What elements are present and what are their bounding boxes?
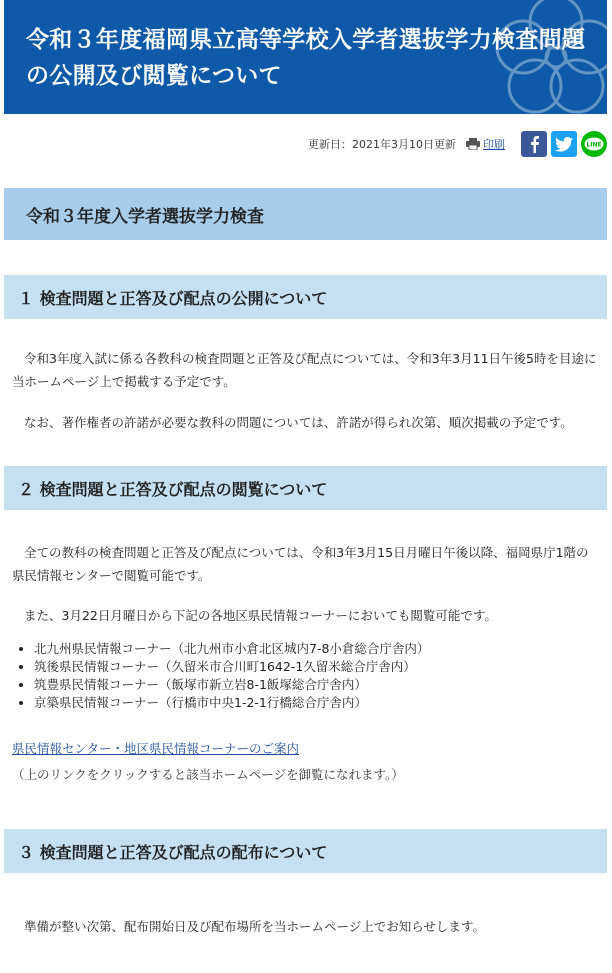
section-2-heading: ２ 検査問題と正答及び配点の閲覧について (4, 466, 607, 510)
facebook-share-button[interactable] (521, 131, 547, 157)
section-title: 令和３年度入学者選抜学力検査 (4, 188, 607, 240)
list-item: • 北九州県民情報コーナー（北九州市小倉北区城内7-8小倉総合庁舎内） (34, 640, 604, 658)
updated-date: 更新日：2021年3月10日更新 (308, 138, 456, 151)
line-share-button[interactable] (581, 131, 607, 157)
meta-bar (300, 128, 607, 160)
line-icon (584, 137, 604, 151)
section-1-paragraph-2: なお、著作権者の許諾が必要な教科の問題については、許諾が得られ次第、順次掲載の予定です。 (24, 415, 573, 430)
facebook-icon (527, 135, 541, 153)
info-corner-list (12, 640, 604, 712)
twitter-share-button[interactable] (551, 131, 577, 157)
print-link[interactable] (466, 136, 505, 152)
list-item: • 京築県民情報コーナー（行橋市中央1-2-1行橋総合庁舎内） (34, 694, 604, 712)
page-title: 令和３年度福岡県立高等学校入学者選抜学力検査問題の公開及び閲覧について (26, 27, 586, 89)
svg-text:LINE: LINE (586, 141, 602, 149)
printer-icon (466, 138, 480, 150)
section-3-heading: ３ 検査問題と正答及び配点の配布について (4, 829, 607, 873)
section-1-paragraph-1: 令和3年度入試に係る各教科の検査問題と正答及び配点については、令和3年3月11日午後5時を目途に当ホームページ上で掲載する予定です。 (12, 351, 597, 389)
section-2-paragraph-1: 全ての教科の検査問題と正答及び配点については、令和3年3月15日月曜日午後以降、福岡県庁1階の県民情報センターで閲覧可能です。 (12, 545, 589, 583)
print-label: 印刷 (483, 138, 505, 151)
social-share (517, 131, 607, 157)
section-3-paragraph-1: 準備が整い次第、配布開始日及び配布場所を当ホームページ上でお知らせします。 (24, 919, 485, 934)
section-2-paragraph-2: また、3月22日月曜日から下記の各地区県民情報コーナーにおいても閲覧可能です。 (24, 608, 497, 623)
link-note: （上のリンクをクリックすると該当ホームページを御覧になれます。） (12, 767, 404, 782)
page-header (4, 0, 607, 114)
info-center-guide-link[interactable]: 県民情報センター・地区県民情報コーナーのご案内 (12, 741, 300, 756)
list-item: • 筑豊県民情報コーナー（飯塚市新立岩8-1飯塚総合庁舎内） (34, 676, 604, 694)
list-item: • 筑後県民情報コーナー（久留米市合川町1642-1久留米総合庁舎内） (34, 658, 604, 676)
section-1-heading: １ 検査問題と正答及び配点の公開について (4, 275, 607, 319)
twitter-icon (555, 137, 573, 152)
